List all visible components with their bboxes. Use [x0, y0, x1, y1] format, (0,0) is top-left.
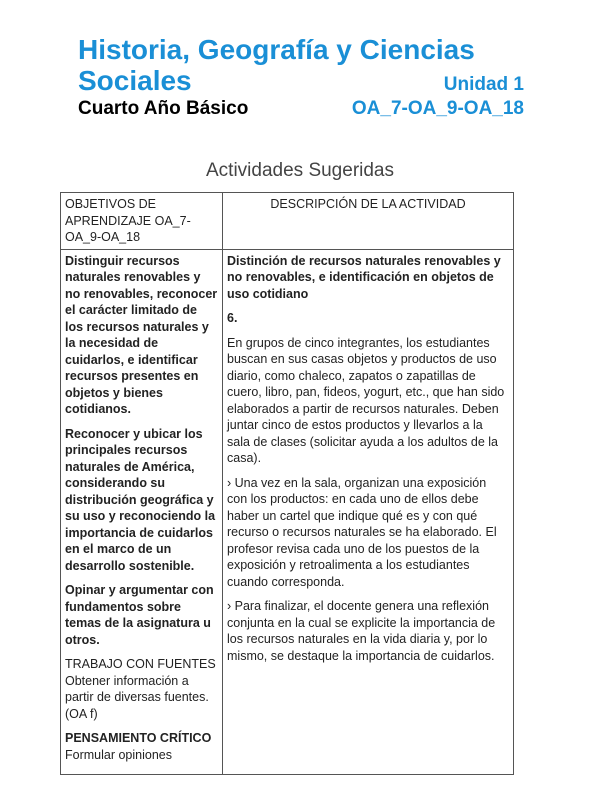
activities-table: [60, 192, 514, 775]
skill-description: Formular opiniones: [65, 747, 172, 762]
subject-title-cont: Sociales: [78, 65, 192, 96]
title-row-3: [78, 98, 524, 120]
activity-cell: [223, 249, 514, 775]
document-header: [78, 34, 524, 120]
objectives-header: OBJETIVOS DE APRENDIZAJE OA_7-OA_9-OA_18: [61, 193, 223, 250]
objectives-cell: [61, 249, 223, 775]
objective-item: Distinguir recursos naturales renovables y no renovables, reconocer el carácter limitado de los recursos naturales y la necesidad de cuidarlos, e identificar recursos presentes en objetos y bienes cotidianos.: [65, 253, 218, 416]
oa-codes: OA_7-OA_9-OA_18: [351, 98, 524, 119]
objective-item: Opinar y argumentar con fundamentos sobre temas de la asignatura u otros.: [65, 583, 214, 647]
activity-paragraph: En grupos de cinco integrantes, los estudiantes buscan en sus casas objetos y productos de uso diario, como chaleco, zapatos o zapatillas de cuero, libro, pan, fideos, yogurt, etc., que han sido elaborados a partir de recursos naturales. Deben juntar cinco de estos productos y llevarlos a la sala de clases (solicitar ayuda a los adultos de la casa).: [227, 335, 505, 465]
subject-title: Historia, Geografía y Ciencias: [78, 34, 475, 65]
objective-item: Reconocer y ubicar los principales recursos naturales de América, considerando su distribución geográfica y su uso y reconociendo la importancia de cuidarlos en el marco de un desarrollo sostenible.: [65, 426, 216, 573]
unit-label: Unidad 1: [443, 74, 524, 95]
activity-paragraph: › Una vez en la sala, organizan una exposición con los productos: en cada uno de ellos debe haber un cartel que indique qué es y con qué recurso o recursos naturales se ha elaborado. El profesor revisa cada uno de los puestos de la exposición y retroalimenta a los estudiantes cuando corresponda.: [227, 475, 497, 589]
activity-number: 6.: [227, 311, 238, 325]
activity-title: Distinción de recursos naturales renovables y no renovables, e identificación en objetos de uso cotidiano: [227, 253, 501, 301]
title-row-2: [78, 65, 524, 96]
skill-title: PENSAMIENTO CRÍTICO: [65, 731, 212, 745]
table-header-row: [61, 193, 514, 250]
skill-description: Obtener información a partir de diversas fuentes. (OA f): [65, 673, 209, 721]
section-title: Actividades Sugeridas: [206, 160, 394, 181]
skill-title: TRABAJO CON FUENTES: [65, 657, 216, 671]
table-row: [61, 249, 514, 775]
description-header: DESCRIPCIÓN DE LA ACTIVIDAD: [223, 193, 514, 250]
grade-label: Cuarto Año Básico: [78, 98, 249, 119]
activity-paragraph: › Para finalizar, el docente genera una reflexión conjunta en la cual se explicite la importancia de los recursos naturales en la vida diaria y, por lo mismo, se destaque la importancia de cuidarlos.: [227, 599, 496, 663]
